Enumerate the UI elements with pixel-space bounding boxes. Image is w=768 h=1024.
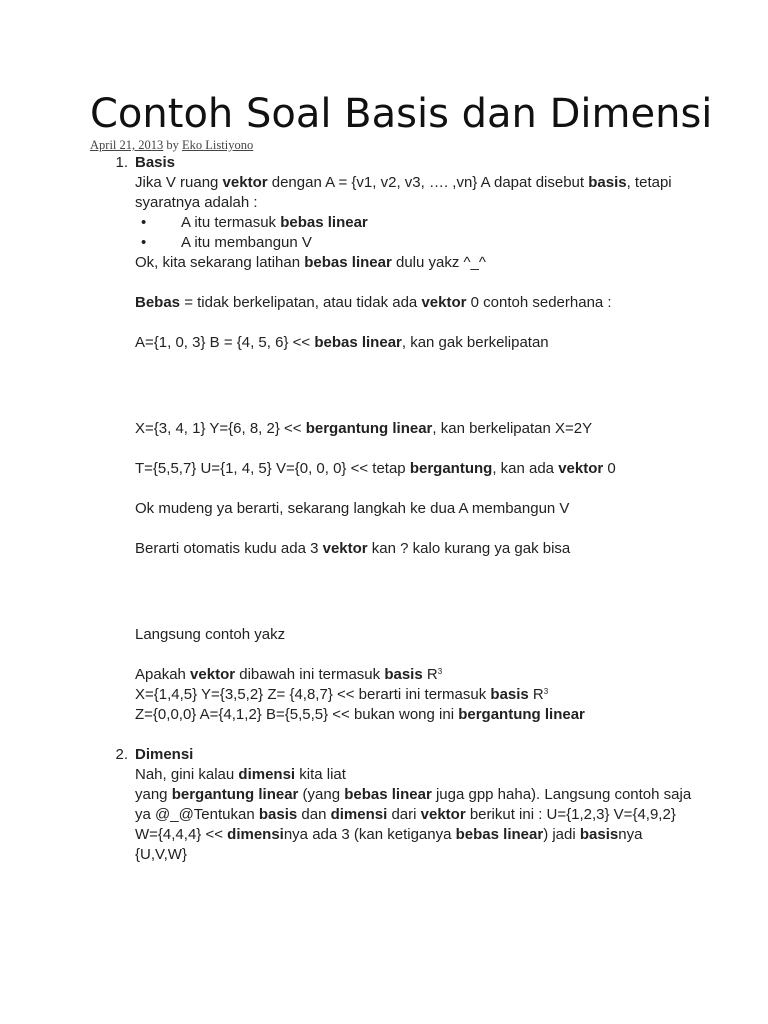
bold-term: vektor bbox=[558, 460, 604, 477]
blank-line bbox=[135, 479, 696, 499]
list-number: 1. bbox=[115, 154, 128, 171]
text-run: (yang bbox=[298, 786, 345, 803]
text-run: , kan berkelipatan X=2Y bbox=[432, 420, 593, 437]
text-run: Berarti otomatis kudu ada 3 bbox=[135, 540, 323, 557]
bold-term: vektor bbox=[421, 294, 467, 311]
text-run: Apakah bbox=[135, 666, 191, 683]
paragraph bbox=[135, 459, 696, 479]
blank-line bbox=[135, 273, 696, 293]
text-run: R bbox=[528, 686, 544, 703]
bold-term: bebas linear bbox=[280, 214, 368, 231]
bold-term: bergantung linear bbox=[305, 420, 433, 437]
section-heading: Basis bbox=[135, 154, 176, 171]
text-run: 0 contoh sederhana : bbox=[466, 294, 612, 311]
post-date-link[interactable]: April 21, 2013 bbox=[90, 138, 164, 152]
bold-term: basis bbox=[384, 666, 423, 683]
bold-term: basis bbox=[258, 806, 298, 823]
paragraph bbox=[135, 625, 696, 645]
blank-line bbox=[135, 313, 696, 333]
section-basis bbox=[106, 153, 696, 725]
bold-term: bergantung bbox=[409, 460, 493, 477]
text-run: kita liat bbox=[295, 766, 346, 783]
paragraph bbox=[135, 253, 696, 273]
text-run: 0 bbox=[603, 460, 616, 477]
bullet-dot: • bbox=[141, 234, 147, 251]
text-run: Ok, kita sekarang latihan bbox=[135, 254, 305, 271]
bullet-item bbox=[135, 233, 696, 253]
text-run: nya {U,V,W} bbox=[135, 826, 643, 863]
bold-term: vektor bbox=[222, 174, 268, 191]
text-run: dibawah ini termasuk bbox=[235, 666, 385, 683]
bold-term: dimensi bbox=[238, 766, 296, 783]
text-run: Z={0,0,0} A={4,1,2} B={5,5,5} << bukan wong ini bbox=[135, 706, 459, 723]
text-run: dari bbox=[387, 806, 421, 823]
paragraph bbox=[135, 499, 696, 519]
section-intro bbox=[135, 765, 696, 785]
paragraph bbox=[135, 333, 696, 353]
text-run: ) jadi bbox=[543, 826, 580, 843]
text-run: dulu yakz ^_^ bbox=[391, 254, 486, 271]
bold-term: bebas linear bbox=[314, 334, 402, 351]
list-number: 2. bbox=[115, 746, 128, 763]
bold-term: vektor bbox=[322, 540, 368, 557]
blank-line bbox=[135, 439, 696, 459]
text-run: T={5,5,7} U={1, 4, 5} V={0, 0, 0} << tetap bbox=[135, 460, 410, 477]
text-run: A itu membangun V bbox=[181, 234, 312, 251]
bold-term: vektor bbox=[190, 666, 236, 683]
bold-term: dimensi bbox=[330, 806, 388, 823]
text-run: kan ? kalo kurang ya gak bisa bbox=[367, 540, 571, 557]
bold-term: bebas linear bbox=[455, 826, 544, 843]
section-intro bbox=[135, 173, 696, 213]
bold-term: vektor bbox=[420, 806, 466, 823]
bold-term: bergantung linear bbox=[458, 706, 585, 723]
text-run: , tetapi syaratnya adalah : bbox=[135, 174, 672, 211]
superscript: 3 bbox=[437, 667, 443, 676]
paragraph bbox=[135, 419, 696, 439]
text-run: berikut ini : U={1,2,3} V={4,9,2} W={4,4,4} << bbox=[135, 806, 676, 843]
bold-term: Bebas bbox=[135, 294, 181, 311]
bold-term: dimensi bbox=[227, 826, 284, 843]
section-dimensi bbox=[106, 745, 696, 865]
byline-by: by bbox=[166, 138, 179, 152]
bullet-dot: • bbox=[141, 214, 147, 231]
superscript: 3 bbox=[543, 687, 549, 696]
byline bbox=[90, 138, 253, 153]
page-title: Contoh Soal Basis dan Dimensi bbox=[90, 91, 713, 137]
text-run: Jika V ruang bbox=[135, 174, 223, 191]
blank-lines bbox=[135, 353, 696, 419]
blank-line bbox=[135, 519, 696, 539]
paragraph bbox=[135, 539, 696, 559]
text-run: A itu termasuk bbox=[181, 214, 281, 231]
text-run: juga gpp haha). Langsung contoh saja ya @_@Tentukan bbox=[135, 786, 692, 823]
text-run: , kan ada bbox=[492, 460, 559, 477]
blank-line bbox=[135, 645, 696, 665]
bullet-item bbox=[135, 213, 696, 233]
text-run: Ok mudeng ya berarti, sekarang langkah ke dua A membangun V bbox=[135, 500, 570, 517]
blank-lines bbox=[135, 559, 696, 625]
text-run: dengan A = {v1, v2, v3, …. ,vn} A dapat disebut bbox=[267, 174, 589, 191]
author-link[interactable]: Eko Listiyono bbox=[182, 138, 254, 152]
paragraph bbox=[135, 665, 696, 685]
bold-term: basis bbox=[579, 826, 619, 843]
paragraph bbox=[135, 705, 696, 725]
bold-term: basis bbox=[588, 174, 627, 191]
text-run: X={1,4,5} Y={3,5,2} Z= {4,8,7} << berarti ini termasuk bbox=[135, 686, 491, 703]
text-run: Nah, gini kalau bbox=[135, 766, 239, 783]
bold-term: bebas linear bbox=[304, 254, 392, 271]
bold-term: bebas linear bbox=[344, 786, 432, 803]
paragraph bbox=[135, 785, 696, 865]
bold-term: basis bbox=[490, 686, 529, 703]
section-gap bbox=[106, 725, 696, 745]
text-run: dan bbox=[297, 806, 331, 823]
text-run: , kan gak berkelipatan bbox=[401, 334, 549, 351]
article-body bbox=[106, 153, 696, 865]
text-run: = tidak berkelipatan, atau tidak ada bbox=[180, 294, 422, 311]
text-run: X={3, 4, 1} Y={6, 8, 2} << bbox=[135, 420, 306, 437]
section-heading: Dimensi bbox=[135, 746, 194, 763]
bold-term: bergantung linear bbox=[171, 786, 299, 803]
text-run: A={1, 0, 3} B = {4, 5, 6} << bbox=[135, 334, 315, 351]
text-run: yang bbox=[135, 786, 172, 803]
text-run: Langsung contoh yakz bbox=[135, 626, 286, 643]
text-run: R bbox=[422, 666, 438, 683]
paragraph bbox=[135, 685, 696, 705]
text-run: nya ada 3 (kan ketiganya bbox=[283, 826, 456, 843]
paragraph bbox=[135, 293, 696, 313]
